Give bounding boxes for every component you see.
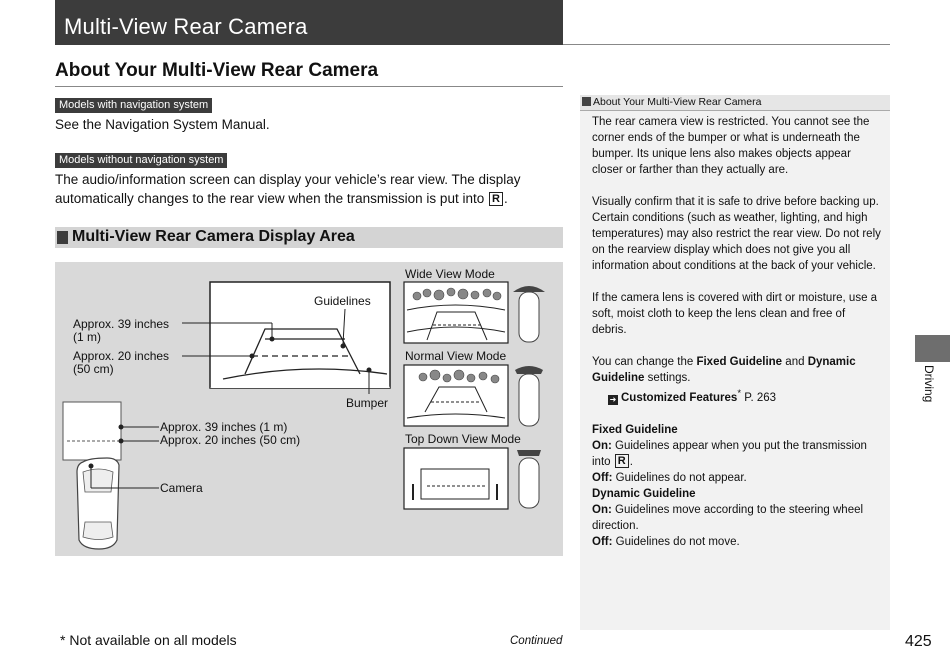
fixed-heading-text: Fixed Guideline <box>592 423 678 436</box>
label-39in-top-sub: (1 m) <box>73 330 101 344</box>
side-note-title: About Your Multi-View Rear Camera <box>593 96 762 108</box>
continued-label: Continued <box>510 635 563 647</box>
dynamic-on-text: Guidelines move according to the steering wheel direction. <box>592 503 864 532</box>
footnote: * Not available on all models <box>60 632 237 648</box>
p4-dynamic: Dynamic Guideline <box>592 356 856 384</box>
page-number: 425 <box>905 633 932 650</box>
figure-drawing <box>55 262 563 556</box>
zone-box <box>63 402 121 460</box>
fixed-guideline-heading <box>592 422 882 438</box>
fixed-off-label: Off: <box>592 471 613 484</box>
side-note-header <box>580 95 890 111</box>
reverse-key-icon: R <box>489 192 503 206</box>
side-note-body <box>592 114 882 550</box>
text-without-navigation <box>55 170 555 208</box>
chapter-title-bar <box>55 0 563 45</box>
fixed-off-line <box>592 470 882 486</box>
p4-fixed: Fixed Guideline <box>696 356 783 368</box>
reverse-key-icon-note: R <box>615 454 629 468</box>
note-icon <box>582 97 591 106</box>
heading-rule <box>55 86 563 87</box>
label-20in-top: Approx. 20 inches <box>73 349 170 363</box>
p4-text-b: settings. <box>647 372 691 384</box>
reference-page[interactable]: P. 263 <box>744 391 777 404</box>
label-normal-view-mode: Normal View Mode <box>405 349 507 363</box>
fixed-on-label: On: <box>592 439 612 452</box>
label-39in-top: Approx. 39 inches <box>73 317 170 331</box>
label-20in-top-sub: (50 cm) <box>73 362 114 376</box>
section-bar <box>55 227 563 248</box>
label-39in-bottom: Approx. 39 inches (1 m) <box>160 420 288 434</box>
reference-arrow-icon: ➜ <box>609 394 617 404</box>
note-paragraph-2: Visually confirm that it is safe to drive before backing up. Certain conditions (such as weather, lighting, and high temperatures) may also restrict the rear view. Do not rely on the rearview display which does not give you all information about conditions at the back of your vehicle. <box>592 196 881 272</box>
text-line-2: automatically changes to the rear view when the transmission is put into <box>55 191 485 206</box>
fixed-on-text: Guidelines appear when you put the transmission into <box>592 439 867 468</box>
page-heading: About Your Multi-View Rear Camera <box>55 60 379 81</box>
label-wide-view-mode: Wide View Mode <box>405 267 495 281</box>
dynamic-off-line <box>592 534 882 550</box>
p4-text-a: You can change the <box>592 356 694 368</box>
text-with-navigation: See the Navigation System Manual. <box>55 117 270 132</box>
reference-link[interactable]: Customized Features <box>621 391 738 404</box>
fixed-period: . <box>629 455 633 468</box>
label-camera: Camera <box>160 481 203 495</box>
camera-display-figure <box>55 262 563 556</box>
label-bumper: Bumper <box>346 396 389 410</box>
note-paragraph-3: If the camera lens is covered with dirt or moisture, use a soft, moist cloth to keep the lens clean and free of debris. <box>592 292 878 336</box>
tag-without-navigation: Models without navigation system <box>55 153 227 168</box>
dynamic-heading-text: Dynamic Guideline <box>592 487 696 500</box>
label-20in-bottom: Approx. 20 inches (50 cm) <box>160 433 301 447</box>
dynamic-off-label: Off: <box>592 535 613 548</box>
fixed-off-text: Guidelines do not appear. <box>615 471 747 484</box>
label-top-down-view-mode: Top Down View Mode <box>405 432 521 446</box>
section-tab[interactable] <box>915 335 950 362</box>
section-title: Multi-View Rear Camera Display Area <box>72 228 355 245</box>
text-line-1: The audio/information screen can display your vehicle’s rear view. The display <box>55 172 521 187</box>
fixed-on-line <box>592 438 882 470</box>
p4-and: and <box>785 356 805 368</box>
tag-with-navigation: Models with navigation system <box>55 98 212 113</box>
note-paragraph-4 <box>592 354 882 406</box>
chapter-title: Multi-View Rear Camera <box>64 14 308 39</box>
dynamic-guideline-heading <box>592 486 882 502</box>
section-tab-label: Driving <box>922 365 936 403</box>
dynamic-off-text: Guidelines do not move. <box>615 535 740 548</box>
reference-star: * <box>737 388 742 399</box>
text-period: . <box>503 191 508 206</box>
title-rule <box>563 44 890 45</box>
label-guidelines: Guidelines <box>314 294 371 308</box>
section-square-icon <box>57 231 68 244</box>
dynamic-on-label: On: <box>592 503 612 516</box>
note-paragraph-1: The rear camera view is restricted. You cannot see the corner ends of the bumper or what is underneath the bumper. Its unique lens also makes objects appear closer or farther than they actually are. <box>592 116 870 176</box>
side-note <box>580 95 890 630</box>
dynamic-on-line <box>592 502 882 534</box>
